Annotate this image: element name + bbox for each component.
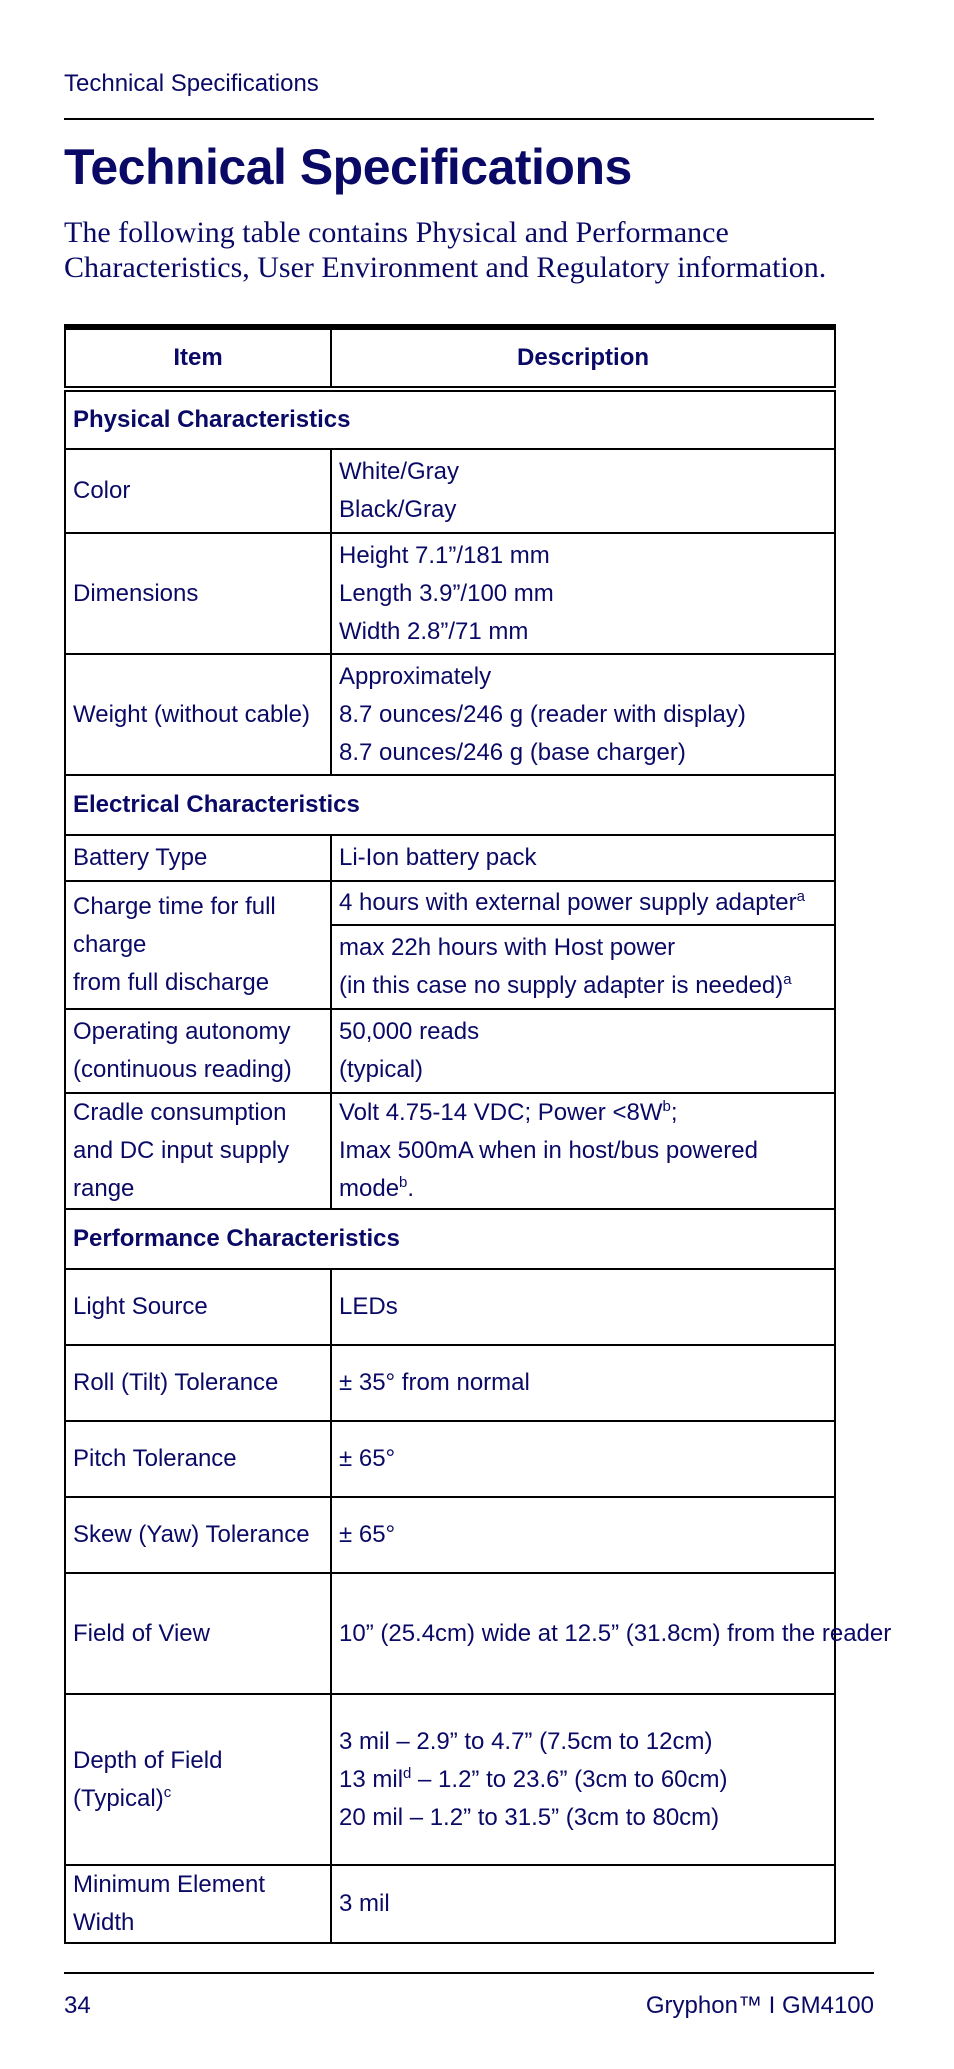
description-cell: White/Gray Black/Gray	[331, 449, 835, 533]
section-row-performance	[65, 1209, 835, 1269]
table-row	[65, 1497, 835, 1573]
description-cell: max 22h hours with Host power (in this case no supply adapter is needed)$^a$	[331, 925, 835, 1009]
spec-table	[64, 324, 892, 1944]
description-cell: Li-Ion battery pack	[331, 835, 835, 881]
footnote-marker: c	[163, 1783, 172, 1801]
table-row	[65, 835, 835, 881]
table-row	[65, 1421, 835, 1497]
table-row	[65, 1093, 835, 1209]
running-header: Technical Specifications	[64, 70, 319, 97]
page-title: Technical Specifications	[64, 139, 632, 195]
item-cell: Battery Type	[65, 835, 331, 881]
item-cell: Color	[65, 449, 331, 533]
header-rule	[64, 118, 874, 120]
footer-rule	[64, 1972, 874, 1974]
table-row	[65, 449, 835, 533]
description-cell: 10” (25.4cm) wide at 12.5” (31.8cm) from the reader	[331, 1573, 835, 1694]
table-row	[65, 1345, 835, 1421]
column-header-item: Item	[65, 327, 331, 389]
description-cell: ± 35° from normal	[331, 1345, 835, 1421]
item-cell: Pitch Tolerance	[65, 1421, 331, 1497]
intro-paragraph: The following table contains Physical and Performance Characteristics, User Environment and Regulatory information.	[64, 216, 827, 284]
table-row	[65, 1573, 835, 1694]
description-cell: LEDs	[331, 1269, 835, 1345]
footnote-marker: b	[399, 1174, 408, 1191]
description-cell: Height 7.1”/181 mm Length 3.9”/100 mm Width 2.8”/71 mm	[331, 533, 835, 654]
item-cell: Dimensions	[65, 533, 331, 654]
item-cell: Roll (Tilt) Tolerance	[65, 1345, 331, 1421]
footnote-marker: d	[403, 1764, 412, 1782]
item-cell: Skew (Yaw) Tolerance	[65, 1497, 331, 1573]
table-row	[65, 1009, 835, 1093]
description-cell: 4 hours with external power supply adapter$^a$	[331, 881, 835, 925]
description-cell: Volt 4.75-14 VDC; Power $<8W^b$; Imax 500mA when in host/bus powered mode$^b$.	[331, 1093, 835, 1209]
section-label: Physical Characteristics	[65, 389, 835, 449]
item-cell: Minimum Element Width	[65, 1865, 331, 1943]
section-row-physical	[65, 389, 835, 449]
description-cell: Approximately 8.7 ounces/246 g (reader with display) 8.7 ounces/246 g (base charger)	[331, 654, 835, 775]
description-cell: 50,000 reads (typical)	[331, 1009, 835, 1093]
footnote-marker: a	[783, 971, 792, 988]
section-label: Electrical Characteristics	[65, 775, 835, 835]
table-row	[65, 533, 835, 654]
item-cell: Weight (without cable)	[65, 654, 331, 775]
description-cell: 3 mil	[331, 1865, 835, 1943]
item-cell: Operating autonomy (continuous reading)	[65, 1009, 331, 1093]
item-cell: Charge time for full charge from full discharge	[65, 881, 331, 1009]
description-cell: ± 65°	[331, 1421, 835, 1497]
footnote-marker: b	[662, 1098, 671, 1115]
item-cell: Field of View	[65, 1573, 331, 1694]
table-row	[65, 1865, 835, 1943]
table-header-row	[65, 327, 835, 389]
description-cell: ± 65°	[331, 1497, 835, 1573]
section-row-electrical	[65, 775, 835, 835]
section-label: Performance Characteristics	[65, 1209, 835, 1269]
description-cell: 3 mil – 2.9” to 4.7” (7.5cm to 12cm) 13 mil$^d$ – 1.2” to 23.6” (3cm to 60cm) 20 mil – 1.2” to 31.5” (3cm to 80cm)	[331, 1694, 835, 1865]
footnote-marker: a	[796, 888, 805, 905]
page-number: 34	[64, 1992, 91, 2019]
footer-product-title: Gryphon™ I GM4100	[645, 1992, 874, 2019]
item-cell: Depth of Field (Typical)$^c$	[65, 1694, 331, 1865]
item-cell: Light Source	[65, 1269, 331, 1345]
table-row	[65, 654, 835, 775]
column-header-description: Description	[331, 327, 835, 389]
item-cell: Cradle consumption and DC input supply range	[65, 1093, 331, 1209]
table-row	[65, 1694, 835, 1865]
table-row	[65, 1269, 835, 1345]
table-row	[65, 881, 835, 925]
